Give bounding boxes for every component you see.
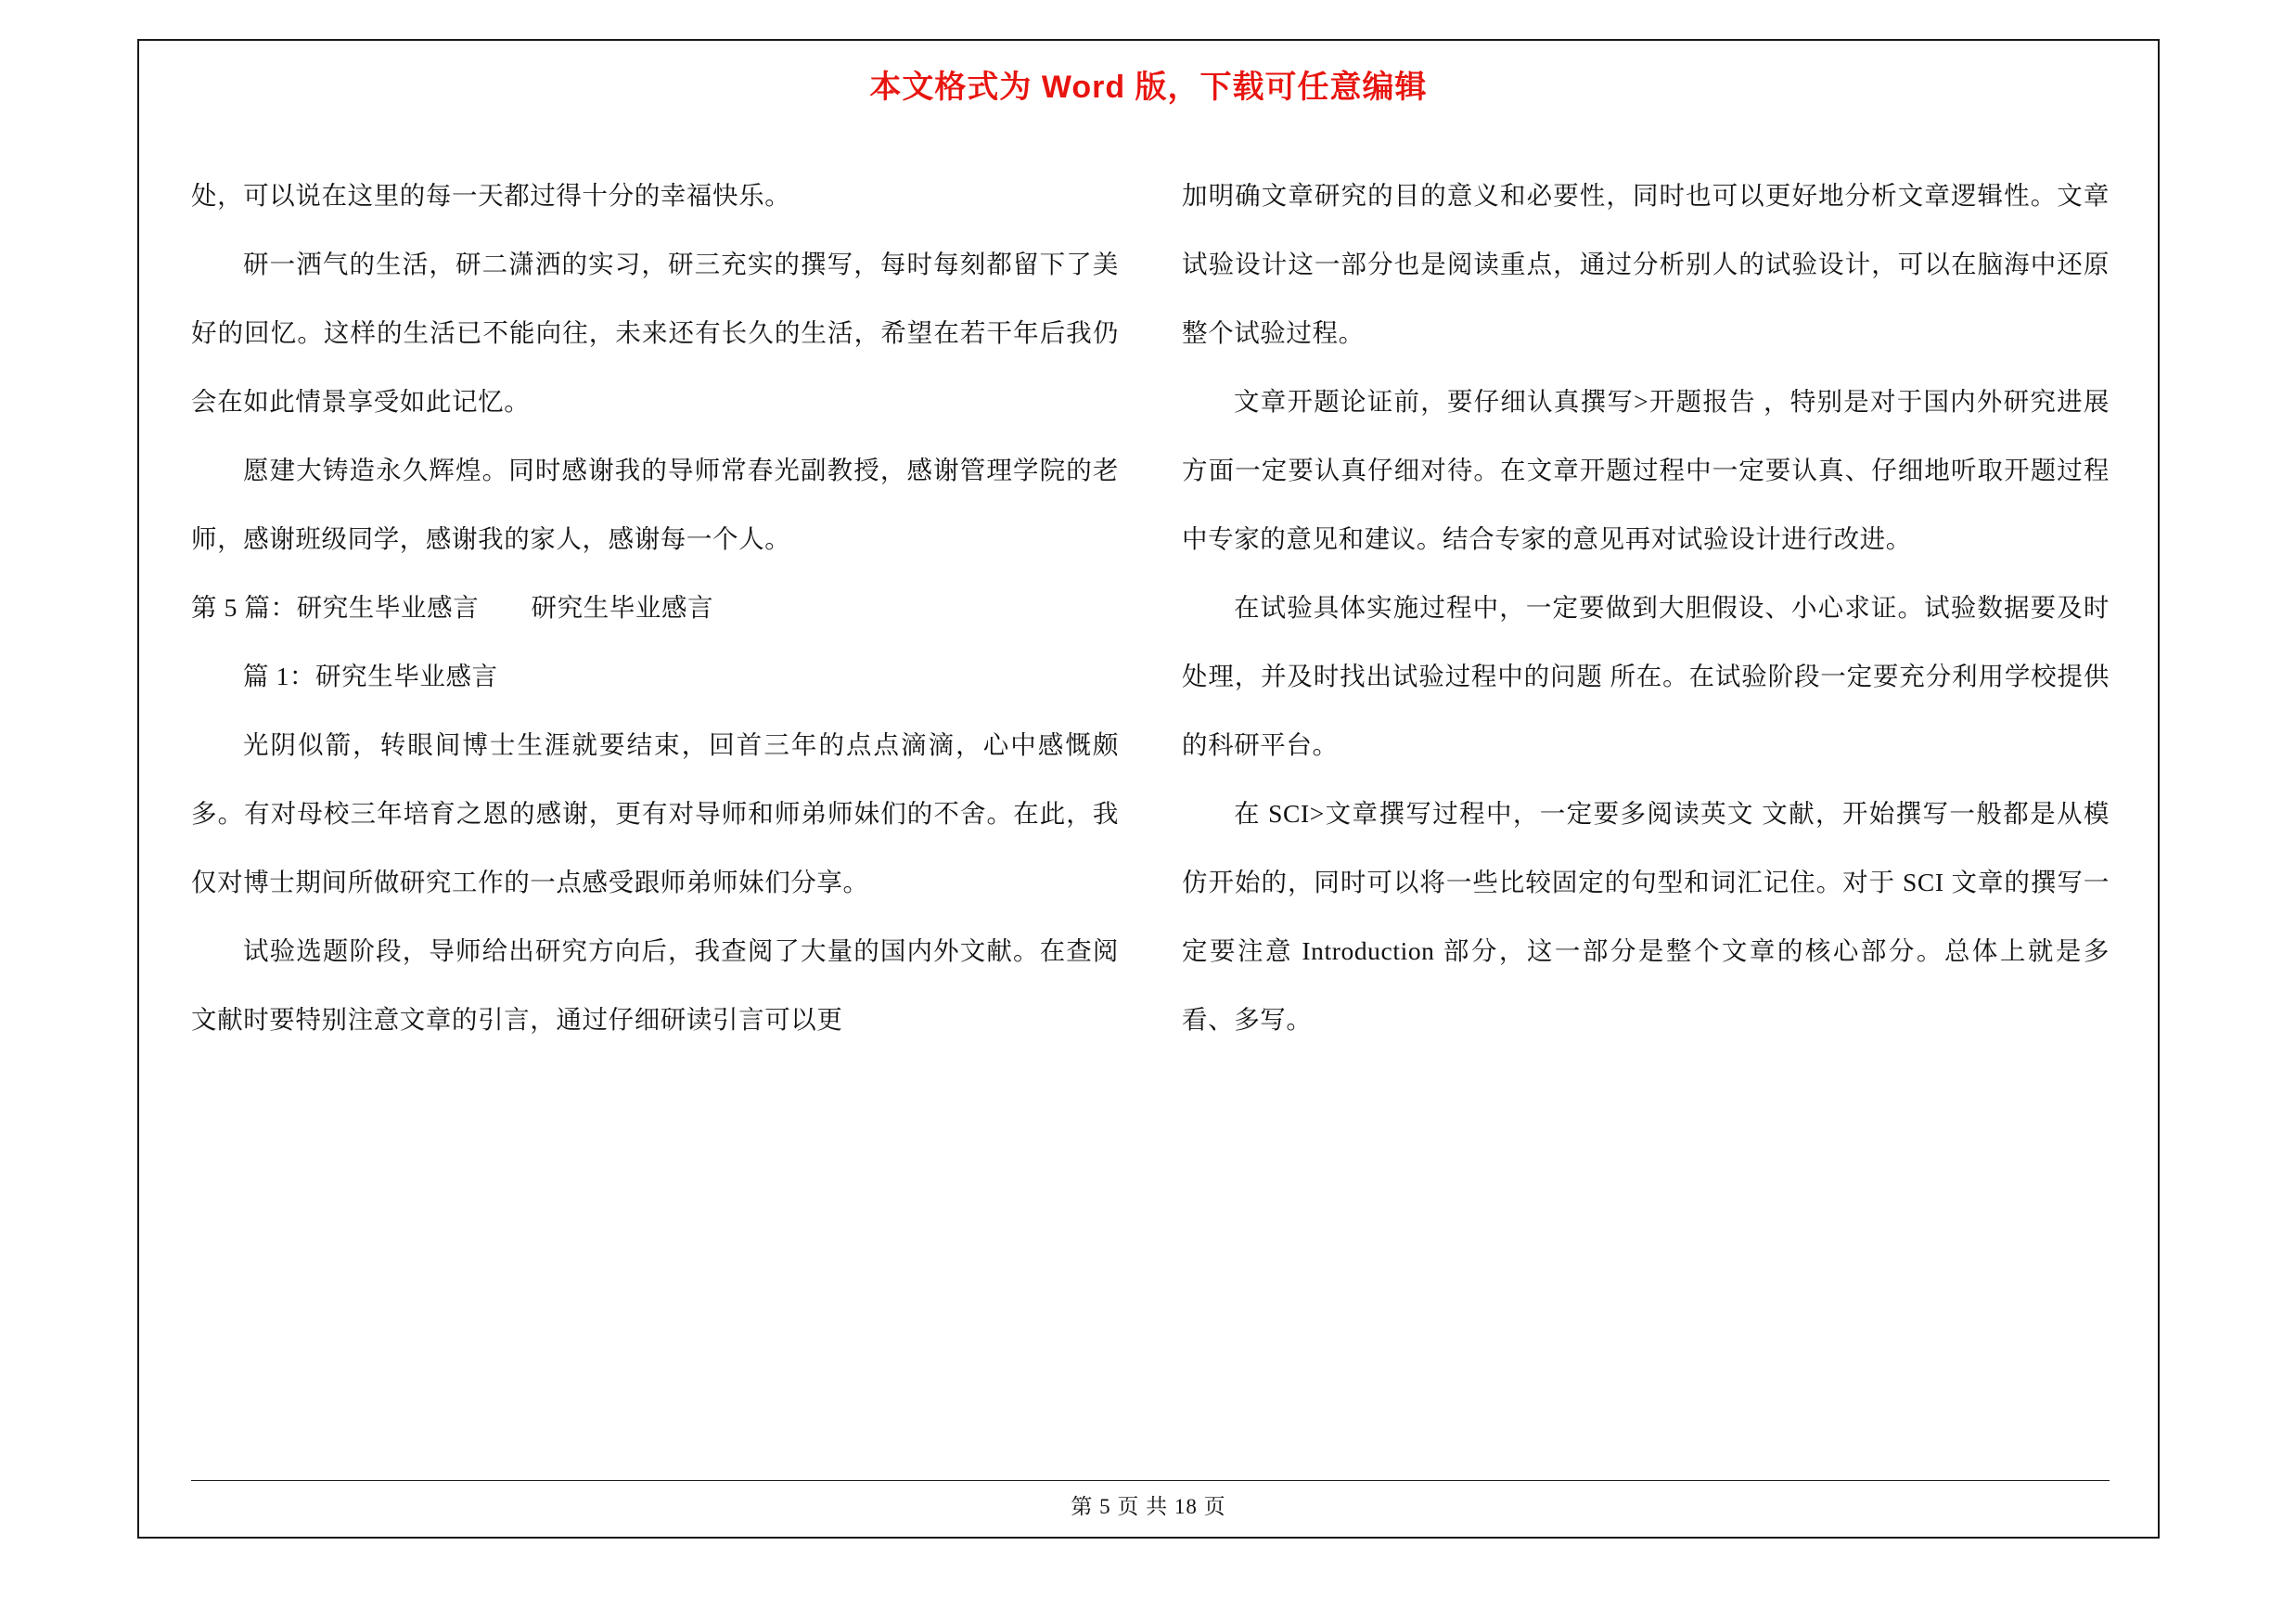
paragraph: 试验选题阶段，导师给出研究方向后，我查阅了大量的国内外文献。在查阅文献时要特别注意文章的引言，通过仔细研读引言可以更 [191,936,1119,1034]
section-heading: 第 5 篇：研究生毕业感言 研究生毕业感言 [191,593,714,622]
paragraph: 光阴似箭，转眼间博士生涯就要结束，回首三年的点点滴滴，心中感慨颇多。有对母校三年培育之恩的感谢，更有对导师和师弟师妹们的不舍。在此，我仅对博士期间所做研究工作的一点感受跟师弟师妹们分享。 [191,730,1119,896]
paragraph: 在试验具体实施过程中，一定要做到大胆假设、小心求证。试验数据要及时处理，并及时找出试验过程中的问题 所在。在试验阶段一定要充分利用学校提供的科研平台。 [1182,593,2110,759]
paragraph: 在 SCI>文章撰写过程中，一定要多阅读英文 文献，开始撰写一般都是从模仿开始的，同时可以将一些比较固定的句型和词汇记住。对于 SCI 文章的撰写一定要注意 Introduction 部分，这一部分是整个文章的核心部分。总体上就是多看、多写。 [1182,799,2110,1034]
paragraph: 愿建大铸造永久辉煌。同时感谢我的导师常春光副教授，感谢管理学院的老师，感谢班级同学，感谢我的家人，感谢每一个人。 [191,456,1119,553]
paragraph: 文章开题论证前，要仔细认真撰写>开题报告 ，特别是对于国内外研究进展方面一定要认真仔细对待。在文章开题过程中一定要认真、仔细地听取开题过程中专家的意见和建议。结合专家的意见再对试验设计进行改进。 [1182,387,2110,553]
word-version-banner: 本文格式为 Word 版，下载可任意编辑 [869,70,1428,105]
subsection-heading: 篇 1：研究生毕业感言 [243,662,498,690]
footer-divider [191,1480,2110,1481]
paragraph: 加明确文章研究的目的意义和必要性，同时也可以更好地分析文章逻辑性。文章试验设计这一部分也是阅读重点，通过分析别人的试验设计，可以在脑海中还原整个试验过程。 [1182,181,2110,347]
paragraph: 研一洒气的生活，研二潇洒的实习，研三充实的撰写，每时每刻都留下了美好的回忆。这样的生活已不能向往，未来还有长久的生活，希望在若干年后我仍会在如此情景享受如此记忆。 [191,250,1119,416]
paragraph: 处，可以说在这里的每一天都过得十分的幸福快乐。 [191,181,791,210]
page-number: 第 5 页 共 18 页 [1071,1495,1226,1518]
right-column [1182,161,2110,1451]
document-columns [139,161,2158,1451]
document-frame [137,39,2160,1539]
left-column [191,161,1119,1451]
